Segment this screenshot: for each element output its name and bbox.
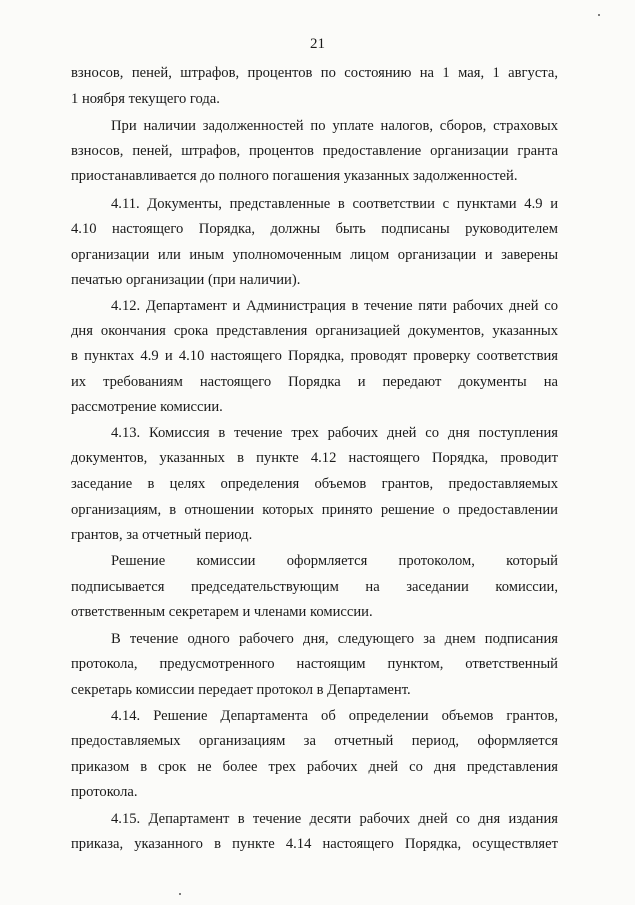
text-line: печатью организации (при наличии). (71, 272, 301, 288)
text-line: 4.15. Департамент в течение десяти рабочих дней со дня издания (111, 811, 558, 827)
text-line: протокола. (71, 784, 138, 800)
text-line: дня окончания срока представления организацией документов, указанных (71, 323, 558, 339)
text-line: их требованиям настоящего Порядка и передают документы на (71, 374, 558, 390)
text-line: приказом в срок не более трех рабочих дней со дня представления (71, 759, 558, 775)
text-line: 4.13. Комиссия в течение трех рабочих дней со дня поступления (111, 425, 558, 441)
text-line: 4.11. Документы, представленные в соответствии с пунктами 4.9 и (111, 196, 558, 212)
text-line: заседание в целях определения объемов грантов, предоставляемых (71, 476, 558, 492)
text-line: 1 ноября текущего года. (71, 91, 220, 107)
text-line: рассмотрение комиссии. (71, 399, 223, 415)
text-line: протокола, предусмотренного настоящим пунктом, ответственный (71, 656, 558, 672)
text-line: грантов, за отчетный период. (71, 527, 253, 543)
text-line: в пунктах 4.9 и 4.10 настоящего Порядка, проводят проверку соответствия (71, 348, 558, 364)
page-number: 21 (310, 36, 325, 52)
text-line: При наличии задолженностей по уплате налогов, сборов, страховых (111, 118, 558, 134)
text-line: взносов, пеней, штрафов, процентов по состоянию на 1 мая, 1 августа, (71, 65, 558, 81)
text-line: 4.14. Решение Департамента об определении объемов грантов, (111, 708, 558, 724)
text-line: секретарь комиссии передает протокол в Департамент. (71, 682, 411, 698)
text-line: В течение одного рабочего дня, следующего за днем подписания (111, 631, 558, 647)
text-line: подписывается председательствующим на заседании комиссии, (71, 579, 558, 595)
text-line: предоставляемых организациям за отчетный период, оформляется (71, 733, 558, 749)
text-line: 4.10 настоящего Порядка, должны быть подписаны руководителем (71, 221, 558, 237)
text-line: приостанавливается до полного погашения указанных задолженностей. (71, 168, 518, 184)
text-line: 4.12. Департамент и Администрация в течение пяти рабочих дней со (111, 298, 558, 314)
text-line: документов, указанных в пункте 4.12 настоящего Порядка, проводит (71, 450, 558, 466)
text-line: Решение комиссии оформляется протоколом, который (111, 553, 558, 569)
text-line: приказа, указанного в пункте 4.14 настоящего Порядка, осуществляет (71, 836, 558, 852)
scan-speck (179, 893, 181, 895)
text-line: ответственным секретарем и членами комиссии. (71, 604, 373, 620)
text-line: организации или иным уполномоченным лицом организации и заверены (71, 247, 558, 263)
scan-speck (598, 14, 600, 16)
text-line: взносов, пеней, штрафов, процентов предоставление организации гранта (71, 143, 558, 159)
text-line: организациям, в отношении которых принято решение о предоставлении (71, 502, 558, 518)
